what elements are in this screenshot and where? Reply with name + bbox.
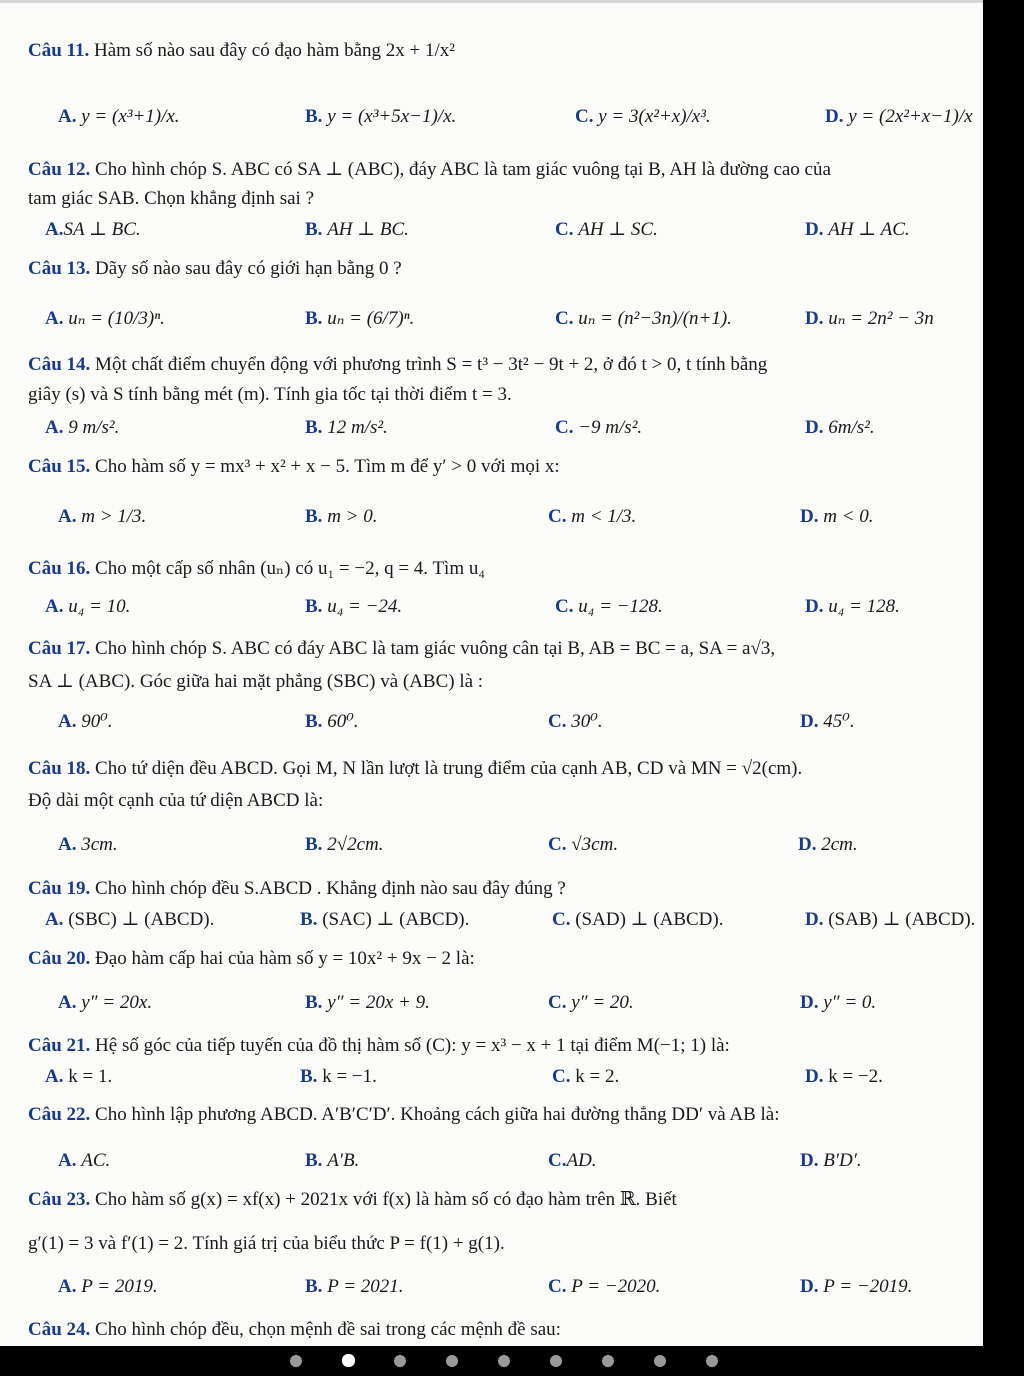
- top-rule: [0, 0, 983, 3]
- option-a[interactable]: A. AC.: [58, 1150, 111, 1171]
- option-b[interactable]: B. y″ = 20x + 9.: [305, 992, 430, 1013]
- question-24: Câu 24. Cho hình chóp đều, chọn mệnh đề sai trong các mệnh đề sau:: [28, 1319, 561, 1340]
- option-c[interactable]: C. u₄ = −128.: [555, 596, 663, 617]
- option-d[interactable]: D. 2cm.: [798, 834, 858, 855]
- question-number: Câu 11.: [28, 40, 90, 61]
- option-d[interactable]: D. m < 0.: [800, 506, 874, 527]
- option-a[interactable]: A. y = (x³+1)/x.: [58, 106, 180, 127]
- question-14-cont: giây (s) và S tính bằng mét (m). Tính gia tốc tại thời điểm t = 3.: [28, 384, 512, 405]
- page-dot[interactable]: [654, 1355, 666, 1367]
- option-b[interactable]: B. AH ⊥ BC.: [305, 219, 409, 240]
- option-d[interactable]: D. 45⁰.: [800, 711, 855, 732]
- option-b[interactable]: B. (SAC) ⊥ (ABCD).: [300, 909, 470, 930]
- option-a[interactable]: A. (SBC) ⊥ (ABCD).: [45, 909, 215, 930]
- page-dot[interactable]: [550, 1355, 562, 1367]
- option-c[interactable]: C. m < 1/3.: [548, 506, 637, 527]
- question-12-cont: tam giác SAB. Chọn khẳng định sai ?: [28, 188, 315, 209]
- question-23: Câu 23. Cho hàm số g(x) = xf(x) + 2021x với f(x) là hàm số có đạo hàm trên ℝ. Biết: [28, 1189, 677, 1210]
- question-20: Câu 20. Đạo hàm cấp hai của hàm số y = 10x² + 9x − 2 là:: [28, 948, 475, 969]
- question-22: Câu 22. Cho hình lập phương ABCD. A′B′C′D′. Khoảng cách giữa hai đường thẳng DD′ và AB là:: [28, 1104, 780, 1125]
- option-c[interactable]: C. √3cm.: [548, 834, 619, 855]
- option-a[interactable]: A. y″ = 20x.: [58, 992, 153, 1013]
- question-11: [28, 40, 983, 62]
- option-a[interactable]: A. m > 1/3.: [58, 506, 147, 527]
- question-18-cont: Độ dài một cạnh của tứ diện ABCD là:: [28, 790, 324, 811]
- option-d[interactable]: D. uₙ = 2n² − 3n: [805, 308, 934, 329]
- option-a[interactable]: A. u₄ = 10.: [45, 596, 131, 617]
- option-c[interactable]: C. (SAD) ⊥ (ABCD).: [552, 909, 724, 930]
- page-dot[interactable]: [602, 1355, 614, 1367]
- option-a[interactable]: A. uₙ = (10/3)ⁿ.: [45, 308, 165, 329]
- option-c[interactable]: C. AH ⊥ SC.: [555, 219, 658, 240]
- option-b[interactable]: B. 60⁰.: [305, 711, 359, 732]
- option-c[interactable]: C. k = 2.: [552, 1066, 620, 1087]
- option-b[interactable]: B. u₄ = −24.: [305, 596, 403, 617]
- question-21: Câu 21. Hệ số góc của tiếp tuyến của đồ thị hàm số (C): y = x³ − x + 1 tại điểm M(−1; 1) là:: [28, 1035, 730, 1056]
- question-23-cont: g′(1) = 3 và f′(1) = 2. Tính giá trị của biểu thức P = f(1) + g(1).: [28, 1233, 505, 1254]
- option-d[interactable]: D. B′D′.: [800, 1150, 862, 1171]
- page-dot[interactable]: [290, 1355, 302, 1367]
- option-a[interactable]: A. k = 1.: [45, 1066, 113, 1087]
- option-b[interactable]: B. m > 0.: [305, 506, 378, 527]
- option-c[interactable]: C. y″ = 20.: [548, 992, 634, 1013]
- option-b[interactable]: B. P = 2021.: [305, 1276, 404, 1297]
- option-c[interactable]: C. −9 m/s².: [555, 417, 643, 438]
- question-14: Câu 14. Một chất điểm chuyển động với phương trình S = t³ − 3t² − 9t + 2, ở đó t > 0, t tính bằng: [28, 354, 768, 375]
- option-b[interactable]: B. k = −1.: [300, 1066, 377, 1087]
- option-d[interactable]: D. y = (2x²+x−1)/x: [825, 106, 973, 127]
- page-dot[interactable]: [446, 1355, 458, 1367]
- option-a[interactable]: A.SA ⊥ BC.: [45, 219, 141, 240]
- option-b[interactable]: B. 12 m/s².: [305, 417, 388, 438]
- page-dot[interactable]: [342, 1354, 355, 1367]
- option-a[interactable]: A. 3cm.: [58, 834, 118, 855]
- option-c[interactable]: C.AD.: [548, 1150, 597, 1171]
- question-12: Câu 12. Cho hình chóp S. ABC có SA ⊥ (ABC), đáy ABC là tam giác vuông tại B, AH là đường cao của: [28, 159, 831, 180]
- question-17: Câu 17. Cho hình chóp S. ABC có đáy ABC là tam giác vuông cân tại B, AB = BC = a, SA = a√3,: [28, 638, 776, 659]
- option-b[interactable]: B. y = (x³+5x−1)/x.: [305, 106, 457, 127]
- option-c[interactable]: C. y = 3(x²+x)/x³.: [575, 106, 711, 127]
- question-18: Câu 18. Cho tứ diện đều ABCD. Gọi M, N lần lượt là trung điểm của cạnh AB, CD và MN = √2(cm).: [28, 758, 803, 779]
- option-d[interactable]: D. 6m/s².: [805, 417, 875, 438]
- question-16: Câu 16. Cho một cấp số nhân (uₙ) có u₁ = −2, q = 4. Tìm u₄: [28, 558, 485, 579]
- option-d[interactable]: D. AH ⊥ AC.: [805, 219, 910, 240]
- page-dot[interactable]: [498, 1355, 510, 1367]
- option-d[interactable]: D. u₄ = 128.: [805, 596, 900, 617]
- question-19: Câu 19. Cho hình chóp đều S.ABCD . Khẳng định nào sau đây đúng ?: [28, 878, 566, 899]
- page-dot[interactable]: [394, 1355, 406, 1367]
- question-15: Câu 15. Cho hàm số y = mx³ + x² + x − 5. Tìm m để y′ > 0 với mọi x:: [28, 456, 560, 477]
- option-d[interactable]: D. P = −2019.: [800, 1276, 913, 1297]
- option-a[interactable]: A. 9 m/s².: [45, 417, 120, 438]
- question-stem: Hàm số nào sau đây có đạo hàm bằng 2x + 1/x²: [94, 40, 455, 61]
- page-indicator: [0, 1346, 1024, 1376]
- option-c[interactable]: C. 30⁰.: [548, 711, 603, 732]
- option-b[interactable]: B. 2√2cm.: [305, 834, 384, 855]
- option-d[interactable]: D. (SAB) ⊥ (ABCD).: [805, 909, 976, 930]
- page-dot[interactable]: [706, 1355, 718, 1367]
- option-b[interactable]: B. uₙ = (6/7)ⁿ.: [305, 308, 415, 329]
- option-d[interactable]: D. y″ = 0.: [800, 992, 877, 1013]
- option-b[interactable]: B. A′B.: [305, 1150, 360, 1171]
- option-a[interactable]: A. 90⁰.: [58, 711, 113, 732]
- option-c[interactable]: C. uₙ = (n²−3n)/(n+1).: [555, 308, 732, 329]
- question-13: Câu 13. Dãy số nào sau đây có giới hạn bằng 0 ?: [28, 258, 402, 279]
- option-d[interactable]: D. k = −2.: [805, 1066, 883, 1087]
- option-a[interactable]: A. P = 2019.: [58, 1276, 158, 1297]
- question-17-cont: SA ⊥ (ABC). Góc giữa hai mặt phẳng (SBC) và (ABC) là :: [28, 671, 484, 692]
- option-c[interactable]: C. P = −2020.: [548, 1276, 661, 1297]
